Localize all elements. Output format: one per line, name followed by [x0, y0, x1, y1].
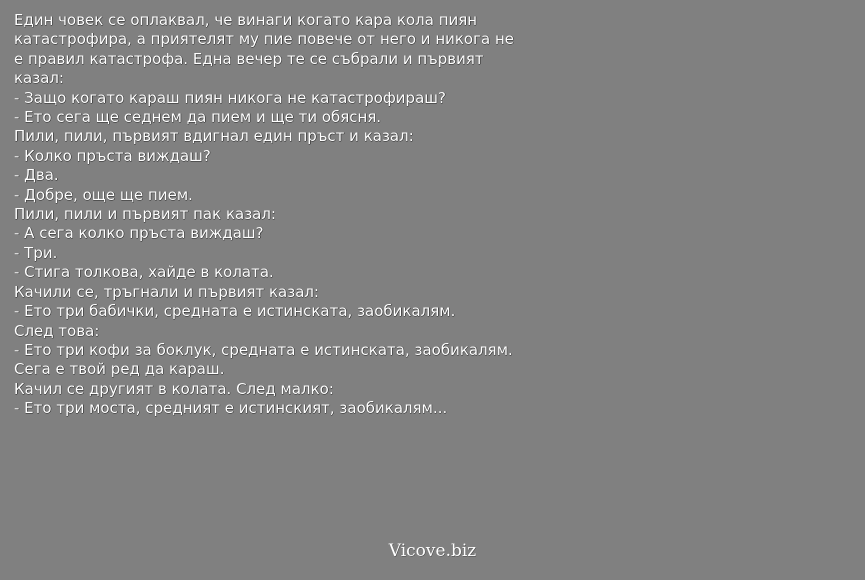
joke-line: - Защо когато караш пиян никога не катастрофираш?: [14, 88, 446, 107]
joke-line: - Добре, още ще пием.: [14, 185, 193, 204]
site-watermark: Vicove.biz: [388, 541, 477, 561]
joke-line: - Три.: [14, 243, 58, 262]
joke-line: - Ето три кофи за боклук, средната е истинската, заобикалям.: [14, 340, 513, 359]
joke-text: [14, 11, 854, 419]
joke-line: След това:: [14, 321, 100, 340]
joke-line: - Стига толкова, хайде в колата.: [14, 263, 274, 282]
joke-line: Качил се другият в колата. След малко:: [14, 379, 334, 398]
joke-line: Пили, пили и първият пак казал:: [14, 205, 277, 224]
joke-line: - А сега колко пръста виждаш?: [14, 224, 264, 243]
joke-line: Пили, пили, първият вдигнал един пръст и казал:: [14, 127, 414, 146]
joke-line: Качили се, тръгнали и първият казал:: [14, 282, 320, 301]
joke-line: катастрофира, а приятелят му пие повече от него и никога не: [14, 30, 514, 49]
joke-line: - Ето сега ще седнем да пием и ще ти обясня.: [14, 108, 382, 127]
joke-line: - Два.: [14, 166, 59, 185]
joke-line: - Ето три моста, средният е истинският, заобикалям...: [14, 399, 448, 418]
joke-line: Сега е твой ред да караш.: [14, 360, 225, 379]
joke-line: - Ето три бабички, средната е истинската, заобикалям.: [14, 302, 456, 321]
joke-line: казал:: [14, 69, 65, 88]
joke-line: е правил катастрофа. Една вечер те се събрали и първият: [14, 49, 484, 68]
joke-line: Един човек се оплаквал, че винаги когато кара кола пиян: [14, 11, 478, 29]
joke-line: - Колко пръста виждаш?: [14, 146, 211, 165]
